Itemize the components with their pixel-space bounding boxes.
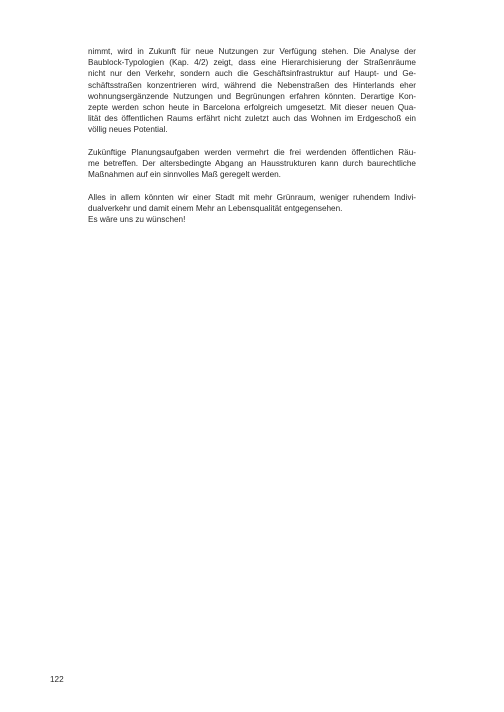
text-line: schäftsstraßen konzentrieren wird, während die Nebenstraßen des Hinterlands eher bbox=[88, 80, 416, 90]
text-line: völlig neues Potential. bbox=[88, 125, 168, 135]
text-line: nicht nur den Verkehr, sondern auch die Geschäftsinfrastruktur auf Haupt- und Ge- bbox=[88, 69, 416, 79]
text-line: me betreffen. Der altersbedingte Abgang an Hausstrukturen kann durch baurechtliche bbox=[88, 159, 416, 169]
page-number: 122 bbox=[50, 675, 64, 684]
text-line: lität des öffentlichen Raums erfährt nicht zuletzt auch das Wohnen im Erdgeschoß ein bbox=[88, 114, 416, 124]
text-line: zepte werden schon heute in Barcelona erfolgreich umgesetzt. Mit dieser neuen Qua- bbox=[88, 102, 416, 112]
paragraph-2 bbox=[88, 147, 416, 181]
text-line: Zukünftige Planungsaufgaben werden vermehrt die frei werdenden öffentlichen Räu- bbox=[88, 148, 416, 157]
paragraph-1 bbox=[88, 46, 416, 136]
text-line: nimmt, wird in Zukunft für neue Nutzungen zur Verfügung stehen. Die Analyse der bbox=[88, 47, 416, 56]
body-text bbox=[88, 46, 416, 237]
text-line: Es wäre uns zu wünschen! bbox=[88, 215, 186, 225]
text-line: Maßnahmen auf ein sinnvolles Maß geregelt werden. bbox=[88, 170, 281, 180]
text-line: Baublock-Typologien (Kap. 4/2) zeigt, dass eine Hierarchisierung der Straßenräume bbox=[88, 58, 416, 68]
paragraph-3 bbox=[88, 192, 416, 226]
text-line: Alles in allem könnten wir einer Stadt mit mehr Grünraum, weniger ruhendem Indivi- bbox=[88, 193, 416, 203]
text-line: dualverkehr und damit einem Mehr an Lebensqualität entgegensehen. bbox=[88, 204, 343, 214]
text-line: wohnungsergänzende Nutzungen und Begrünungen erfahren könnten. Derartige Kon- bbox=[88, 91, 416, 101]
